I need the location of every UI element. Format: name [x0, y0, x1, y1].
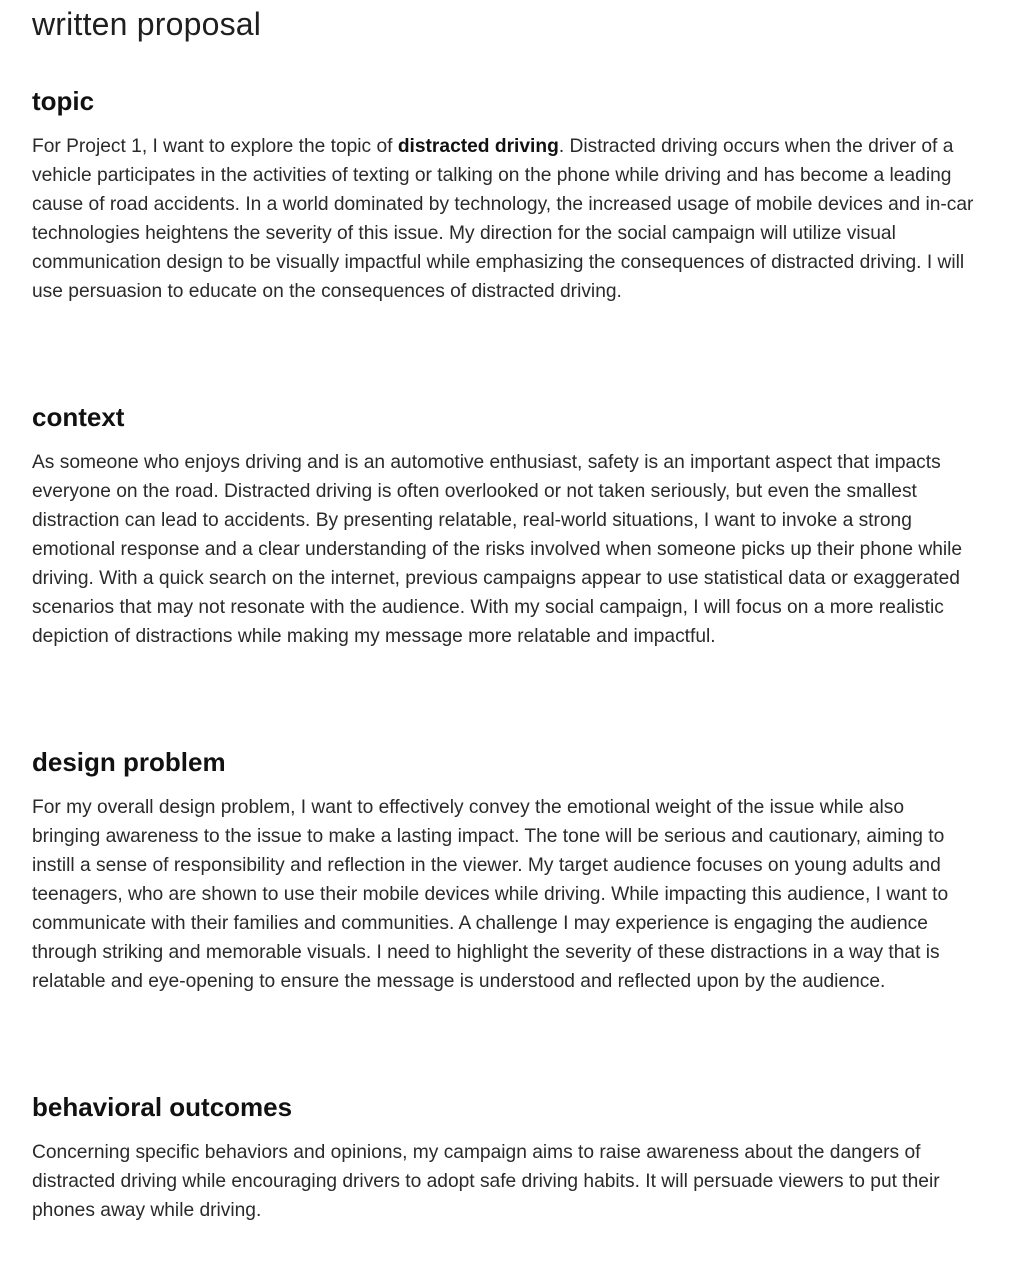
section-behavioral-outcomes — [32, 1090, 977, 1225]
section-body-topic — [32, 132, 977, 306]
topic-text-before: For Project 1, I want to explore the topic of — [32, 136, 398, 157]
page-title: written proposal — [32, 6, 262, 42]
section-body-design-problem: For my overall design problem, I want to effectively convey the emotional weight of the issue while also bringing awareness to the issue to make a lasting impact. The tone will be serious and cautionary, aiming to instill a sense of responsibility and reflection in the viewer. My target audience focuses on young adults and teenagers, who are shown to use their mobile devices while driving. While impacting this audience, I want to communicate with their families and communities. A challenge I may experience is engaging the audience through striking and memorable visuals. I need to highlight the severity of these distractions in a way that is relatable and eye-opening to ensure the message is understood and reflected upon by the audience. — [32, 797, 949, 992]
section-body-context: As someone who enjoys driving and is an automotive enthusiast, safety is an important aspect that impacts everyone on the road. Distracted driving is often overlooked or not taken seriously, but even the smallest distraction can lead to accidents. By presenting relatable, real-world situations, I want to invoke a strong emotional response and a clear understanding of the risks involved when someone picks up their phone while driving. With a quick search on the internet, previous campaigns appear to use statistical data or exaggerated scenarios that may not resonate with the audience. With my social campaign, I will focus on a more realistic depiction of distractions while making my message more relatable and impactful. — [32, 452, 963, 647]
section-heading-design-problem: design problem — [32, 747, 226, 777]
section-heading-context: context — [32, 402, 125, 432]
section-design-problem — [32, 745, 977, 996]
topic-emphasis: distracted driving — [397, 136, 559, 157]
topic-text-after: . Distracted driving occurs when the driver of a vehicle participates in the activities of texting or talking on the phone while driving and has become a leading cause of road accidents. In a world dominated by technology, the increased usage of mobile devices and in-car technologies heightens the severity of this issue. My direction for the social campaign will utilize visual communication design to be visually impactful while emphasizing the consequences of distracted driving. I will use persuasion to educate on the consequences of distracted driving. — [32, 136, 974, 302]
section-topic — [32, 84, 977, 306]
section-heading-topic: topic — [32, 86, 95, 116]
section-context — [32, 400, 977, 651]
section-heading-behavioral-outcomes: behavioral outcomes — [32, 1092, 293, 1122]
section-body-behavioral-outcomes: Concerning specific behaviors and opinions, my campaign aims to raise awareness about the dangers of distracted driving while encouraging drivers to adopt safe driving habits. It will persuade viewers to put their phones away while driving. — [32, 1142, 940, 1221]
